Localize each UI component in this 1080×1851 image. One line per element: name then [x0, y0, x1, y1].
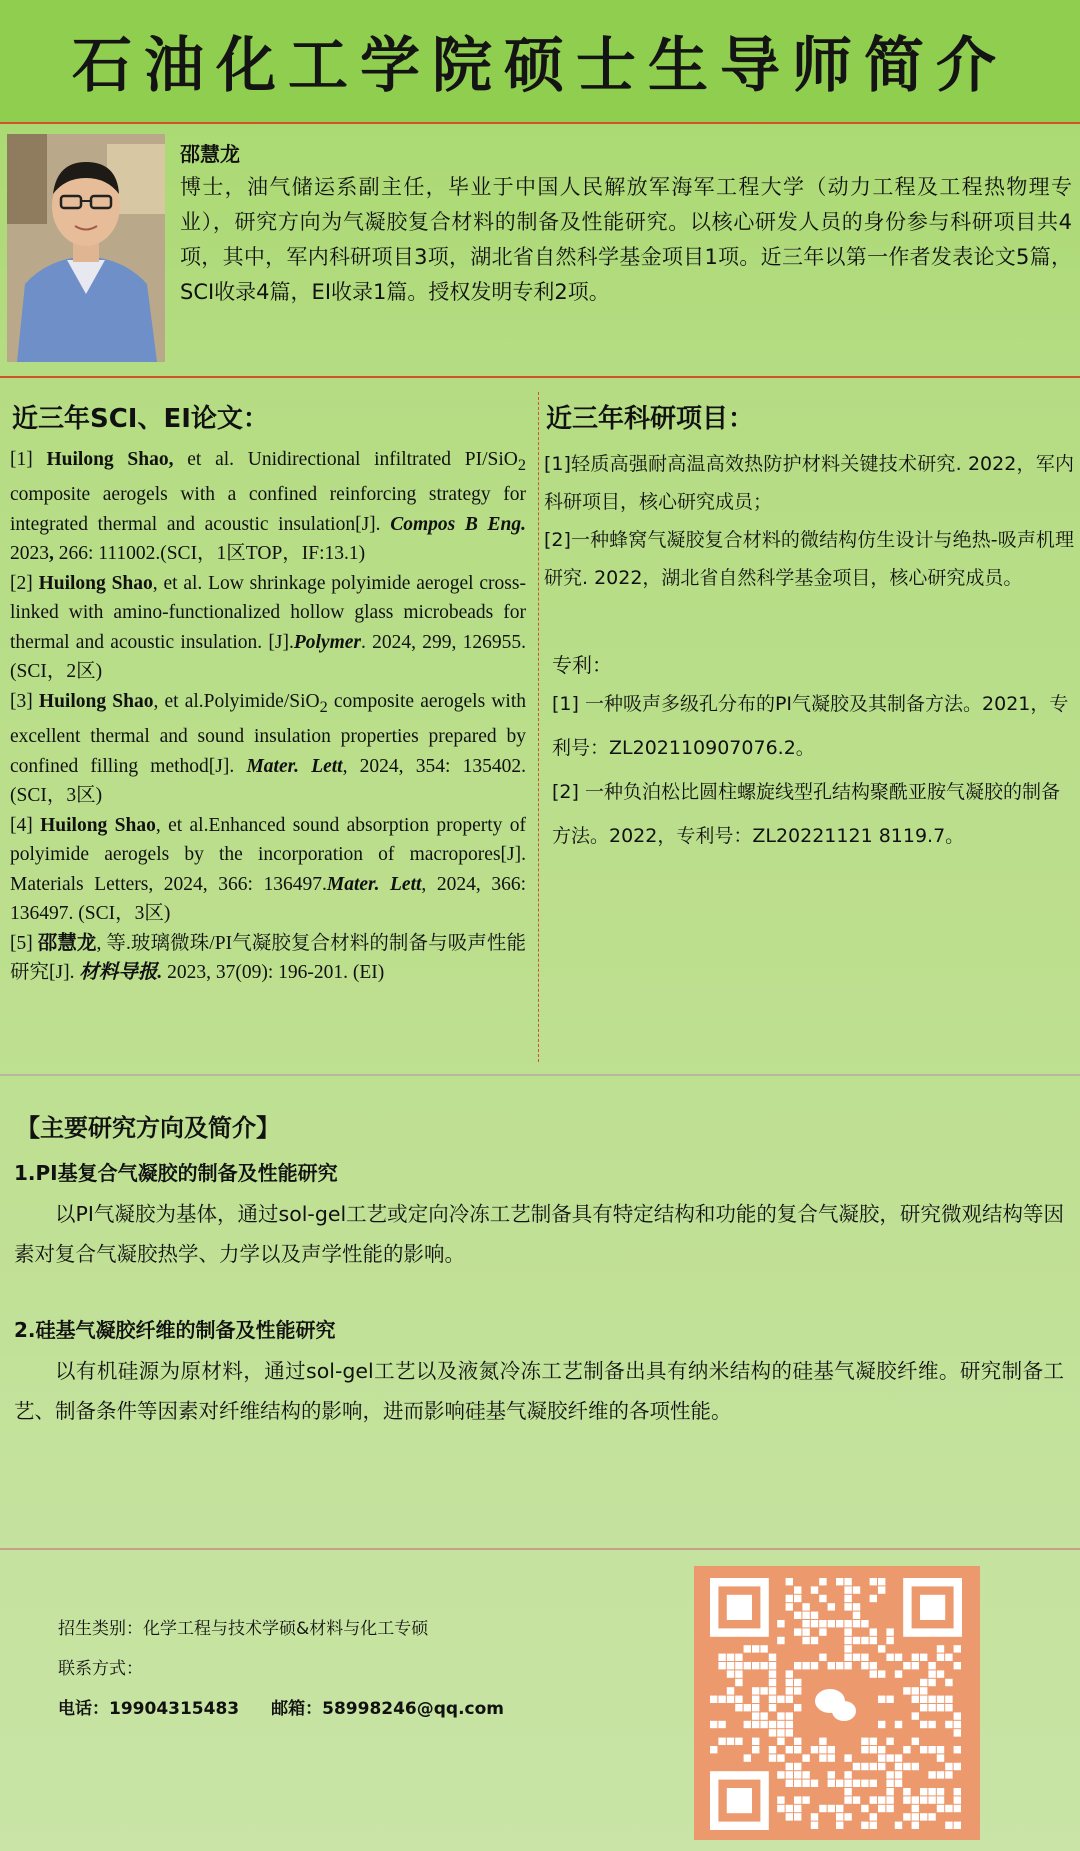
patent-item: [1] 一种吸声多级孔分布的PI气凝胶及其制备方法。2021，专利号：ZL202110907076.2。: [552, 693, 1069, 759]
email-value: 58998246@qq.com: [322, 1699, 505, 1719]
paper-item: [10, 445, 526, 569]
paper-tail: 2023, 37(09): 196-201. (EI): [162, 962, 385, 984]
paper-num: [5]: [10, 932, 38, 954]
paper-tail: , 2024, 354: 135402. (SCI，3区): [10, 755, 526, 807]
paper-tail: . 2024, 299, 126955. (SCI，2区): [10, 631, 526, 683]
email-label: 邮箱：: [271, 1699, 323, 1719]
research-title: 【主要研究方向及简介】: [16, 1114, 280, 1142]
projects-section: [544, 398, 1074, 858]
papers-section: [10, 398, 526, 988]
paper-author: Huilong Shao,: [46, 449, 174, 470]
phone-email-row: [58, 1694, 504, 1734]
research-section: [14, 1108, 1064, 1431]
portrait-icon: [7, 134, 165, 362]
paper-item: [10, 687, 526, 811]
contact-label: 联系方式：: [58, 1659, 143, 1679]
paper-text: composite aerogels with a confined reinforcing strategy for integrated thermal and acoustic insulation[J].: [10, 484, 526, 535]
paper-text: et al. Unidirectional infiltrated PI/SiO: [173, 449, 518, 470]
paper-num: [4]: [10, 814, 41, 836]
papers-title: 近三年SCI、EI论文：: [12, 404, 269, 434]
paper-journal: Mater. Lett: [246, 755, 343, 777]
research-heading: 2.硅基气凝胶纤维的制备及性能研究: [14, 1318, 336, 1342]
paper-year: 2023: [10, 543, 49, 565]
contact-section: [58, 1614, 504, 1734]
enroll-row: [58, 1614, 504, 1654]
paper-item: [10, 811, 526, 929]
wechat-qr-code: [694, 1566, 980, 1840]
paper-tail: , 2024, 366: 136497. (SCI，3区): [10, 873, 526, 925]
phone-value: 19904315483: [109, 1699, 240, 1719]
patents-title: 专利：: [552, 653, 612, 677]
paper-journal: Mater. Lett: [326, 873, 422, 895]
projects-title: 近三年科研项目：: [546, 404, 755, 434]
section-divider: [0, 1074, 1080, 1076]
project-item: [2]一种蜂窝气凝胶复合材料的微结构仿生设计与绝热-吸声机理研究. 2022，湖北省自然科学基金项目，核心研究成员。: [544, 529, 1074, 589]
page-header: [0, 0, 1080, 124]
patent-item: [2] 一种负泊松比圆柱螺旋线型孔结构聚酰亚胺气凝胶的制备方法。2022，专利号：ZL20221121 8119.7。: [552, 781, 1060, 847]
paper-text: composite aerogels with excellent thermal and sound insulation properties prepared by confined filling method[J].: [10, 690, 526, 777]
profile-section: [0, 124, 1080, 378]
paper-tail: 266: 111002.(SCI，1区TOP，IF:13.1): [53, 543, 366, 565]
paper-subscript: 2: [517, 455, 526, 474]
research-text: 以PI气凝胶为基体，通过sol-gel工艺或定向冷冻工艺制备具有特定结构和功能的复合气凝胶，研究微观结构等因素对复合气凝胶热学、力学以及声学性能的影响。: [14, 1202, 1064, 1266]
paper-num: [2]: [10, 572, 39, 594]
paper-num: [1]: [10, 449, 47, 470]
paper-author: Huilong Shao: [38, 572, 153, 594]
paper-comma: ,: [49, 543, 54, 565]
paper-journal: Polymer: [293, 631, 361, 653]
paper-author: Huilong Shao: [40, 814, 156, 836]
paper-author: 邵慧龙: [37, 932, 97, 954]
paper-journal: 材料导报.: [79, 962, 163, 984]
qr-code-icon: [694, 1566, 980, 1840]
project-item: [1]轻质高强耐高温高效热防护材料关键技术研究. 2022，军内科研项目，核心研究成员；: [544, 453, 1074, 513]
portrait-photo: [7, 134, 165, 362]
advisor-bio: 博士，油气储运系副主任，毕业于中国人民解放军海军工程大学（动力工程及工程热物理专业），研究方向为气凝胶复合材料的制备及性能研究。以核心研发人员的身份参与科研项目共4项，其中，军内科研项目3项，湖北省自然科学基金项目1项。近三年以第一作者发表论文5篇，SCI收录4篇，EI收录1篇。授权发明专利2项。: [180, 175, 1072, 304]
phone-label: 电话：: [58, 1699, 109, 1719]
paper-text: , et al. Low shrinkage polyimide aerogel cross-linked with amino-functionalized hollow glass microbeads for thermal and acoustic insulation. [J].: [10, 572, 526, 653]
research-heading: 1.PI基复合气凝胶的制备及性能研究: [14, 1161, 338, 1185]
paper-journal: Compos B Eng.: [390, 513, 526, 535]
paper-item: [10, 929, 526, 988]
paper-text: , et al.Enhanced sound absorption property of polyimide aerogels by the incorporation of macropores[J]. Materials Letters, 2024, 366: 136497.: [10, 814, 526, 895]
page-title: 石油化工学院硕士生导师简介: [72, 31, 1008, 101]
research-text: 以有机硅源为原材料，通过sol-gel工艺以及液氮冷冻工艺制备出具有纳米结构的硅基气凝胶纤维。研究制备工艺、制备条件等因素对纤维结构的影响，进而影响硅基气凝胶纤维的各项性能。: [14, 1359, 1064, 1423]
paper-text: , 等.玻璃微珠/PI气凝胶复合材料的制备与吸声性能研究[J].: [10, 932, 526, 984]
paper-num: [3]: [10, 690, 39, 712]
section-divider: [0, 1548, 1080, 1550]
enroll-label: 招生类别：: [58, 1619, 143, 1639]
column-divider: [538, 392, 539, 1062]
advisor-name: 邵慧龙: [180, 142, 240, 166]
paper-author: Huilong Shao: [38, 690, 154, 712]
paper-text: , et al.Polyimide/SiO: [153, 690, 320, 712]
paper-item: [10, 569, 526, 687]
paper-subscript: 2: [319, 697, 328, 716]
enroll-value: 化学工程与技术学硕&材料与化工专硕: [143, 1619, 429, 1639]
